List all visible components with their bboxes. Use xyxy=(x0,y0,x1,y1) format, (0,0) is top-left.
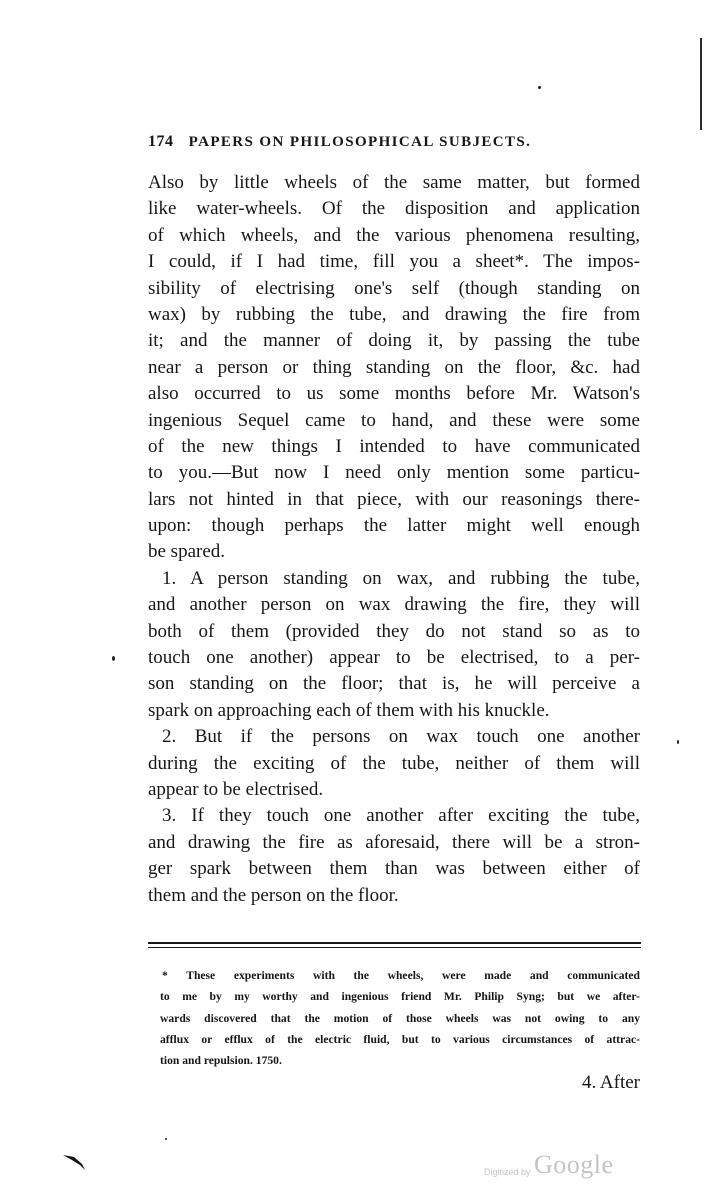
text-line: to you.—But now I need only mention some particu- xyxy=(148,462,640,484)
text-line: Also by little wheels of the same matter, but formed xyxy=(148,172,640,193)
text-line: during the exciting of the tube, neither of them will xyxy=(148,752,640,774)
text-line: 1. A person standing on wax, and rubbing the tube, xyxy=(162,567,640,589)
text-line: ingenious Sequel came to hand, and these were some xyxy=(148,409,640,431)
catchword: 4. After xyxy=(581,1072,640,1093)
text-line: upon: though perhaps the latter might well enough xyxy=(148,515,640,537)
text-line: and another person on wax drawing the fire, they will xyxy=(148,594,640,616)
footnote-line: wards discovered that the motion of those wheels was not owing to any xyxy=(160,1011,640,1025)
watermark-prefix: Digitized by xyxy=(484,1167,531,1177)
text-line: sibility of electrising one's self (though standing on xyxy=(148,277,640,299)
text-line: spark on approaching each of them with his knuckle. xyxy=(148,699,550,721)
footnote-line: tion and repulsion. 1750. xyxy=(160,1054,282,1068)
corner-ink-mark xyxy=(62,1152,88,1172)
text-line: ger spark between them than was between either of xyxy=(148,858,640,880)
footnote-line: afflux or efflux of the electric fluid, but to various circumstances of attrac- xyxy=(160,1032,640,1046)
text-line: lars not hinted in that piece, with our reasonings there- xyxy=(148,488,640,510)
text-line: like water-wheels. Of the disposition and application xyxy=(148,198,640,220)
text-line: both of them (provided they do not stand so as to xyxy=(148,620,640,642)
ink-speck xyxy=(677,740,679,744)
text-line: and drawing the fire as aforesaid, there will be a stron- xyxy=(148,831,640,853)
footnote-line: * These experiments with the wheels, were made and communicated xyxy=(162,969,640,982)
text-line: 3. If they touch one another after exciting the tube, xyxy=(162,805,640,827)
running-header xyxy=(148,128,640,156)
text-line: of which wheels, and the various phenomena resulting, xyxy=(148,224,640,246)
text-line: touch one another) appear to be electrised, to a per- xyxy=(148,647,640,669)
ink-speck xyxy=(538,86,541,89)
ink-speck xyxy=(165,1138,167,1140)
text-line: also occurred to us some months before Mr. Watson's xyxy=(148,383,640,405)
watermark-brand: Google xyxy=(534,1150,614,1179)
text-line: wax) by rubbing the tube, and drawing the fire from xyxy=(148,303,640,325)
text-line: them and the person on the floor. xyxy=(148,884,399,906)
text-line: near a person or thing standing on the floor, &c. had xyxy=(148,356,640,378)
text-line: appear to be electrised. xyxy=(148,778,324,800)
text-line: 2. But if the persons on wax touch one another xyxy=(162,726,640,748)
text-line: it; and the manner of doing it, by passing the tube xyxy=(148,330,640,352)
footnote-line: to me by my worthy and ingenious friend Mr. Philip Syng; but we after- xyxy=(160,990,640,1004)
footnote-rule-top xyxy=(148,942,641,944)
page-edge-mark xyxy=(700,38,702,130)
body-text xyxy=(148,170,640,909)
text-line: son standing on the floor; that is, he will perceive a xyxy=(148,673,640,695)
digitized-watermark xyxy=(484,1150,624,1184)
text-line: be spared. xyxy=(148,541,226,563)
ink-speck xyxy=(112,656,115,661)
footnote xyxy=(160,965,640,1071)
text-line: I could, if I had time, fill you a sheet*. The impos- xyxy=(148,251,640,273)
running-title: PAPERS ON PHILOSOPHICAL SUBJECTS. xyxy=(188,134,532,150)
text-line: of the new things I intended to have communicated xyxy=(148,435,640,457)
page-number: 174 xyxy=(148,133,174,150)
footnote-rule-bottom xyxy=(148,947,641,948)
